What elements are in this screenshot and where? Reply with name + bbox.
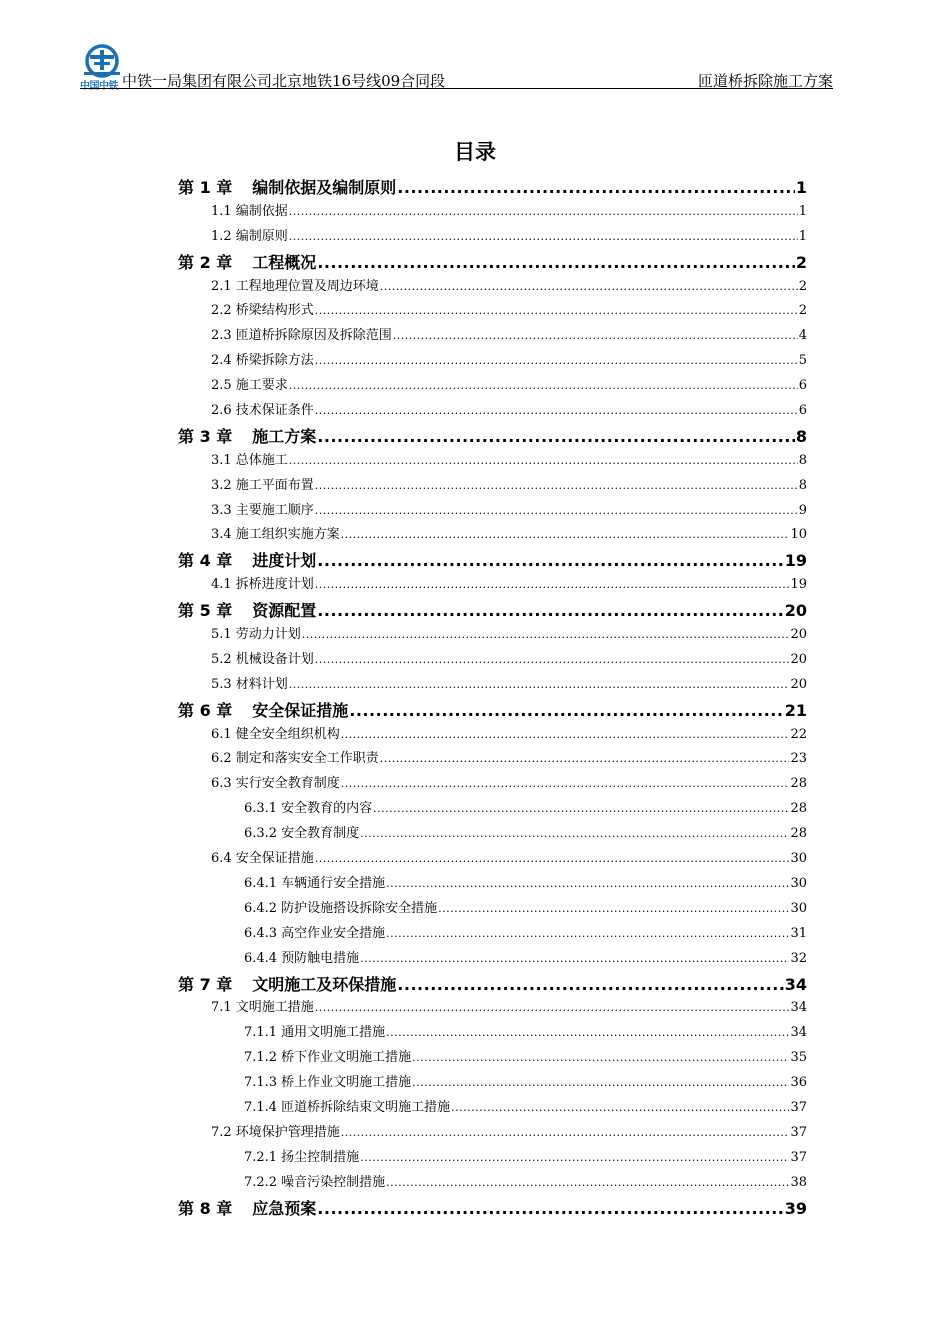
toc-subsection-entry[interactable]	[178, 1071, 807, 1096]
toc-page-number: 8	[798, 477, 807, 493]
toc-page-number: 28	[790, 776, 807, 792]
toc-entry-number: 2.2	[211, 303, 232, 319]
toc-section-entry[interactable]	[178, 324, 807, 349]
toc-dot-leader	[360, 1150, 789, 1165]
toc-page-number: 19	[790, 577, 807, 593]
toc-section-entry[interactable]	[178, 399, 807, 424]
toc-page-number: 19	[784, 551, 807, 571]
toc-page-number: 1	[798, 203, 807, 219]
toc-dot-leader	[315, 403, 798, 418]
toc-dot-leader	[393, 328, 798, 343]
toc-dot-leader	[341, 527, 790, 542]
toc-page-number: 22	[790, 726, 807, 742]
page-header	[80, 44, 833, 90]
toc-dot-leader	[341, 727, 790, 742]
toc-section-entry[interactable]	[178, 723, 807, 748]
toc-page-number: 9	[798, 502, 807, 518]
toc-entry-number: 3.3	[211, 502, 232, 518]
toc-subsection-entry[interactable]	[178, 922, 807, 947]
toc-entry-title: 拆桥进度计划	[235, 577, 314, 593]
toc-section-entry[interactable]	[178, 673, 807, 698]
toc-entry-title: 施工平面布置	[235, 477, 314, 493]
toc-section-entry[interactable]	[178, 349, 807, 374]
toc-entry-number: 6.2	[211, 751, 232, 767]
toc-dot-leader	[315, 503, 798, 518]
toc-section-entry[interactable]	[178, 374, 807, 399]
toc-section-entry[interactable]	[178, 747, 807, 772]
toc-chapter-entry[interactable]	[178, 424, 807, 449]
toc-entry-title: 桥上作业文明施工措施	[281, 1075, 412, 1091]
toc-dot-leader	[317, 1199, 783, 1218]
toc-page-number: 34	[790, 1000, 807, 1016]
toc-entry-number: 3.1	[211, 452, 232, 468]
toc-section-entry[interactable]	[178, 623, 807, 648]
toc-subsection-entry[interactable]	[178, 1171, 807, 1196]
toc-entry-title: 劳动力计划	[235, 627, 301, 643]
toc-subsection-entry[interactable]	[178, 1146, 807, 1171]
toc-entry-title: 桥下作业文明施工措施	[281, 1050, 412, 1066]
toc-entry-title: 制定和落实安全工作职责	[235, 751, 379, 767]
toc-subsection-entry[interactable]	[178, 822, 807, 847]
toc-subsection-entry[interactable]	[178, 872, 807, 897]
toc-entry-number: 3.4	[211, 527, 232, 543]
toc-page-number: 28	[790, 801, 807, 817]
toc-chapter-entry[interactable]	[178, 250, 807, 275]
toc-entry-title: 桥梁结构形式	[235, 303, 314, 319]
company-logo	[80, 44, 128, 92]
toc-section-entry[interactable]	[178, 299, 807, 324]
toc-dot-leader	[360, 826, 789, 841]
toc-entry-title: 桥梁拆除方法	[235, 353, 314, 369]
toc-entry-title: 编制原则	[235, 228, 288, 244]
toc-subsection-entry[interactable]	[178, 947, 807, 972]
toc-dot-leader	[451, 1100, 789, 1115]
toc-chapter-entry[interactable]	[178, 1196, 807, 1221]
toc-entry-number: 2.5	[211, 378, 232, 394]
toc-dot-leader	[317, 551, 783, 570]
toc-dot-leader	[317, 601, 783, 620]
toc-subsection-entry[interactable]	[178, 1046, 807, 1071]
toc-entry-number: 2.3	[211, 328, 232, 344]
toc-dot-leader	[373, 801, 789, 816]
toc-entry-title: 技术保证条件	[235, 403, 314, 419]
toc-dot-leader	[315, 577, 790, 592]
table-of-contents	[178, 175, 807, 1220]
toc-entry-number: 第 1 章	[178, 178, 233, 197]
toc-entry-title: 扬尘控制措施	[281, 1149, 360, 1165]
toc-dot-leader	[317, 253, 795, 272]
toc-entry-number: 4.1	[211, 577, 232, 593]
toc-page-number: 21	[784, 700, 807, 720]
toc-entry-number: 6.4.1	[244, 875, 278, 891]
toc-section-entry[interactable]	[178, 449, 807, 474]
toc-dot-leader	[397, 975, 783, 994]
toc-subsection-entry[interactable]	[178, 1096, 807, 1121]
toc-page-number: 4	[798, 328, 807, 344]
toc-page-number: 20	[790, 676, 807, 692]
toc-title: 目录	[454, 140, 496, 164]
toc-entry-title: 安全教育的内容	[281, 801, 373, 817]
toc-entry-number: 第 6 章	[178, 700, 233, 720]
toc-entry-number: 5.3	[211, 676, 232, 692]
toc-dot-leader	[289, 378, 798, 393]
toc-page-number: 37	[790, 1124, 807, 1140]
toc-entry-number: 第 5 章	[178, 601, 233, 621]
toc-section-entry[interactable]	[178, 499, 807, 524]
toc-entry-number: 7.1.2	[244, 1050, 278, 1066]
toc-entry-number: 6.3.2	[244, 826, 278, 842]
toc-dot-leader	[386, 926, 789, 941]
toc-page-number: 2	[798, 278, 807, 294]
toc-dot-leader	[438, 901, 789, 916]
toc-section-entry[interactable]	[178, 474, 807, 499]
toc-entry-number: 第 4 章	[178, 551, 233, 571]
toc-page-number: 23	[790, 751, 807, 767]
toc-section-entry[interactable]	[178, 523, 807, 548]
toc-entry-number: 6.4	[211, 851, 232, 867]
toc-entry-number: 第 7 章	[178, 974, 233, 994]
toc-dot-leader	[289, 453, 798, 468]
toc-entry-title: 健全安全组织机构	[235, 726, 340, 742]
toc-page-number: 20	[790, 651, 807, 667]
toc-entry-number: 6.4.4	[244, 950, 278, 966]
crec-logo-icon	[80, 44, 124, 80]
toc-dot-leader	[289, 677, 790, 692]
toc-dot-leader	[315, 303, 798, 318]
toc-entry-number: 1.2	[211, 228, 232, 244]
toc-section-entry[interactable]	[178, 1121, 807, 1146]
toc-entry-number: 5.2	[211, 651, 232, 667]
toc-entry-number: 第 2 章	[178, 252, 233, 272]
toc-entry-title: 施工组织实施方案	[235, 527, 340, 543]
toc-entry-number: 7.2	[211, 1124, 232, 1140]
toc-dot-leader	[315, 652, 790, 667]
toc-chapter-entry[interactable]	[178, 972, 807, 997]
toc-dot-leader	[315, 353, 798, 368]
toc-subsection-entry[interactable]	[178, 897, 807, 922]
toc-dot-leader	[397, 178, 795, 197]
toc-entry-title: 总体施工	[235, 452, 288, 468]
toc-page-number: 35	[790, 1050, 807, 1066]
toc-section-entry[interactable]	[178, 847, 807, 872]
toc-section-entry[interactable]	[178, 200, 807, 225]
toc-entry-title: 材料计划	[235, 676, 288, 692]
toc-page-number: 34	[790, 1025, 807, 1041]
toc-entry-title: 噪音污染控制措施	[281, 1174, 386, 1190]
toc-page-number: 37	[790, 1099, 807, 1115]
toc-entry-number: 6.3	[211, 776, 232, 792]
toc-entry-title: 进度计划	[252, 551, 317, 571]
header-document-title: 匝道桥拆除施工方案	[697, 72, 833, 90]
logo-text: 中国中铁	[80, 81, 118, 92]
header-rule	[80, 88, 833, 89]
toc-entry-number: 7.1.4	[244, 1099, 278, 1115]
toc-page-number: 5	[798, 353, 807, 369]
toc-dot-leader	[302, 627, 790, 642]
toc-dot-leader	[386, 1175, 789, 1190]
toc-page-number: 20	[790, 627, 807, 643]
toc-page-number: 6	[798, 378, 807, 394]
toc-page-number: 30	[790, 851, 807, 867]
toc-page-number: 39	[784, 1198, 807, 1218]
toc-entry-title: 工程概况	[252, 252, 317, 272]
toc-dot-leader	[315, 1000, 790, 1015]
toc-entry-number: 2.1	[211, 278, 232, 294]
toc-section-entry[interactable]	[178, 648, 807, 673]
toc-page-number: 1	[795, 178, 807, 197]
toc-page-number: 30	[790, 900, 807, 916]
toc-entry-number: 6.3.1	[244, 801, 278, 817]
toc-section-entry[interactable]	[178, 996, 807, 1021]
toc-dot-leader	[360, 951, 789, 966]
toc-page-number: 20	[784, 601, 807, 621]
toc-dot-leader	[315, 478, 798, 493]
toc-page-number: 34	[784, 974, 807, 994]
toc-entry-title: 匝道桥拆除结束文明施工措施	[281, 1099, 451, 1115]
toc-section-entry[interactable]	[178, 275, 807, 300]
toc-page-number: 8	[795, 426, 807, 446]
toc-dot-leader	[386, 1025, 789, 1040]
toc-entry-title: 施工方案	[252, 426, 317, 446]
toc-entry-title: 车辆通行安全措施	[281, 875, 386, 891]
toc-chapter-entry[interactable]	[178, 598, 807, 623]
toc-entry-number: 5.1	[211, 627, 232, 643]
toc-page-number: 36	[790, 1075, 807, 1091]
toc-entry-number: 第 3 章	[178, 426, 233, 446]
toc-page-number: 38	[790, 1174, 807, 1190]
toc-page-number: 6	[798, 403, 807, 419]
toc-entry-number: 7.2.2	[244, 1174, 278, 1190]
toc-page-number: 31	[790, 925, 807, 941]
toc-dot-leader	[341, 1125, 790, 1140]
toc-entry-title: 实行安全教育制度	[235, 776, 340, 792]
toc-dot-leader	[386, 876, 789, 891]
toc-dot-leader	[412, 1050, 789, 1065]
toc-entry-number: 7.2.1	[244, 1149, 278, 1165]
toc-page-number: 10	[790, 527, 807, 543]
toc-entry-title: 通用文明施工措施	[281, 1025, 386, 1041]
toc-page-number: 37	[790, 1149, 807, 1165]
toc-entry-title: 安全保证措施	[235, 851, 314, 867]
toc-dot-leader	[341, 776, 790, 791]
toc-entry-title: 施工要求	[235, 378, 288, 394]
toc-page-number: 30	[790, 875, 807, 891]
toc-entry-title: 文明施工及环保措施	[252, 974, 397, 994]
toc-page-number: 8	[798, 452, 807, 468]
toc-entry-number: 6.1	[211, 726, 232, 742]
toc-entry-title: 主要施工顺序	[235, 502, 314, 518]
toc-dot-leader	[317, 427, 795, 446]
toc-subsection-entry[interactable]	[178, 1021, 807, 1046]
toc-section-entry[interactable]	[178, 225, 807, 250]
header-company-name: 中铁一局集团有限公司北京地铁16号线09合同段	[122, 72, 446, 90]
toc-entry-title: 工程地理位置及周边环境	[235, 278, 379, 294]
toc-entry-number: 7.1.1	[244, 1025, 278, 1041]
toc-section-entry[interactable]	[178, 772, 807, 797]
toc-entry-title: 匝道桥拆除原因及拆除范围	[235, 328, 392, 344]
toc-dot-leader	[412, 1075, 789, 1090]
toc-page-number: 32	[790, 950, 807, 966]
toc-dot-leader	[289, 204, 798, 219]
toc-dot-leader	[380, 751, 790, 766]
toc-page-number: 28	[790, 826, 807, 842]
toc-page-number: 1	[798, 228, 807, 244]
toc-entry-number: 7.1.3	[244, 1075, 278, 1091]
toc-entry-number: 7.1	[211, 1000, 232, 1016]
toc-page-number: 2	[795, 252, 807, 272]
toc-entry-title: 预防触电措施	[281, 950, 360, 966]
toc-entry-title: 编制依据及编制原则	[252, 178, 397, 197]
toc-subsection-entry[interactable]	[178, 797, 807, 822]
toc-entry-title: 安全保证措施	[252, 700, 349, 720]
toc-entry-title: 机械设备计划	[235, 651, 314, 667]
toc-dot-leader	[380, 279, 798, 294]
toc-chapter-entry[interactable]	[178, 175, 807, 200]
toc-entry-title: 资源配置	[252, 601, 317, 621]
toc-entry-number: 6.4.3	[244, 925, 278, 941]
toc-entry-title: 环境保护管理措施	[235, 1124, 340, 1140]
toc-entry-number: 2.4	[211, 353, 232, 369]
toc-entry-title: 应急预案	[252, 1198, 317, 1218]
toc-entry-number: 2.6	[211, 403, 232, 419]
toc-chapter-entry[interactable]	[178, 548, 807, 573]
toc-entry-title: 高空作业安全措施	[281, 925, 386, 941]
toc-entry-title: 防护设施搭设拆除安全措施	[281, 900, 438, 916]
toc-entry-title: 文明施工措施	[235, 1000, 314, 1016]
toc-entry-number: 6.4.2	[244, 900, 278, 916]
toc-page-number: 2	[798, 303, 807, 319]
toc-dot-leader	[349, 701, 783, 720]
toc-section-entry[interactable]	[178, 573, 807, 598]
toc-chapter-entry[interactable]	[178, 698, 807, 723]
toc-dot-leader	[289, 229, 798, 244]
toc-entry-number: 3.2	[211, 477, 232, 493]
toc-entry-number: 1.1	[211, 203, 232, 219]
toc-entry-title: 编制依据	[235, 203, 288, 219]
toc-dot-leader	[315, 851, 790, 866]
toc-entry-title: 安全教育制度	[281, 826, 360, 842]
toc-entry-number: 第 8 章	[178, 1198, 233, 1218]
